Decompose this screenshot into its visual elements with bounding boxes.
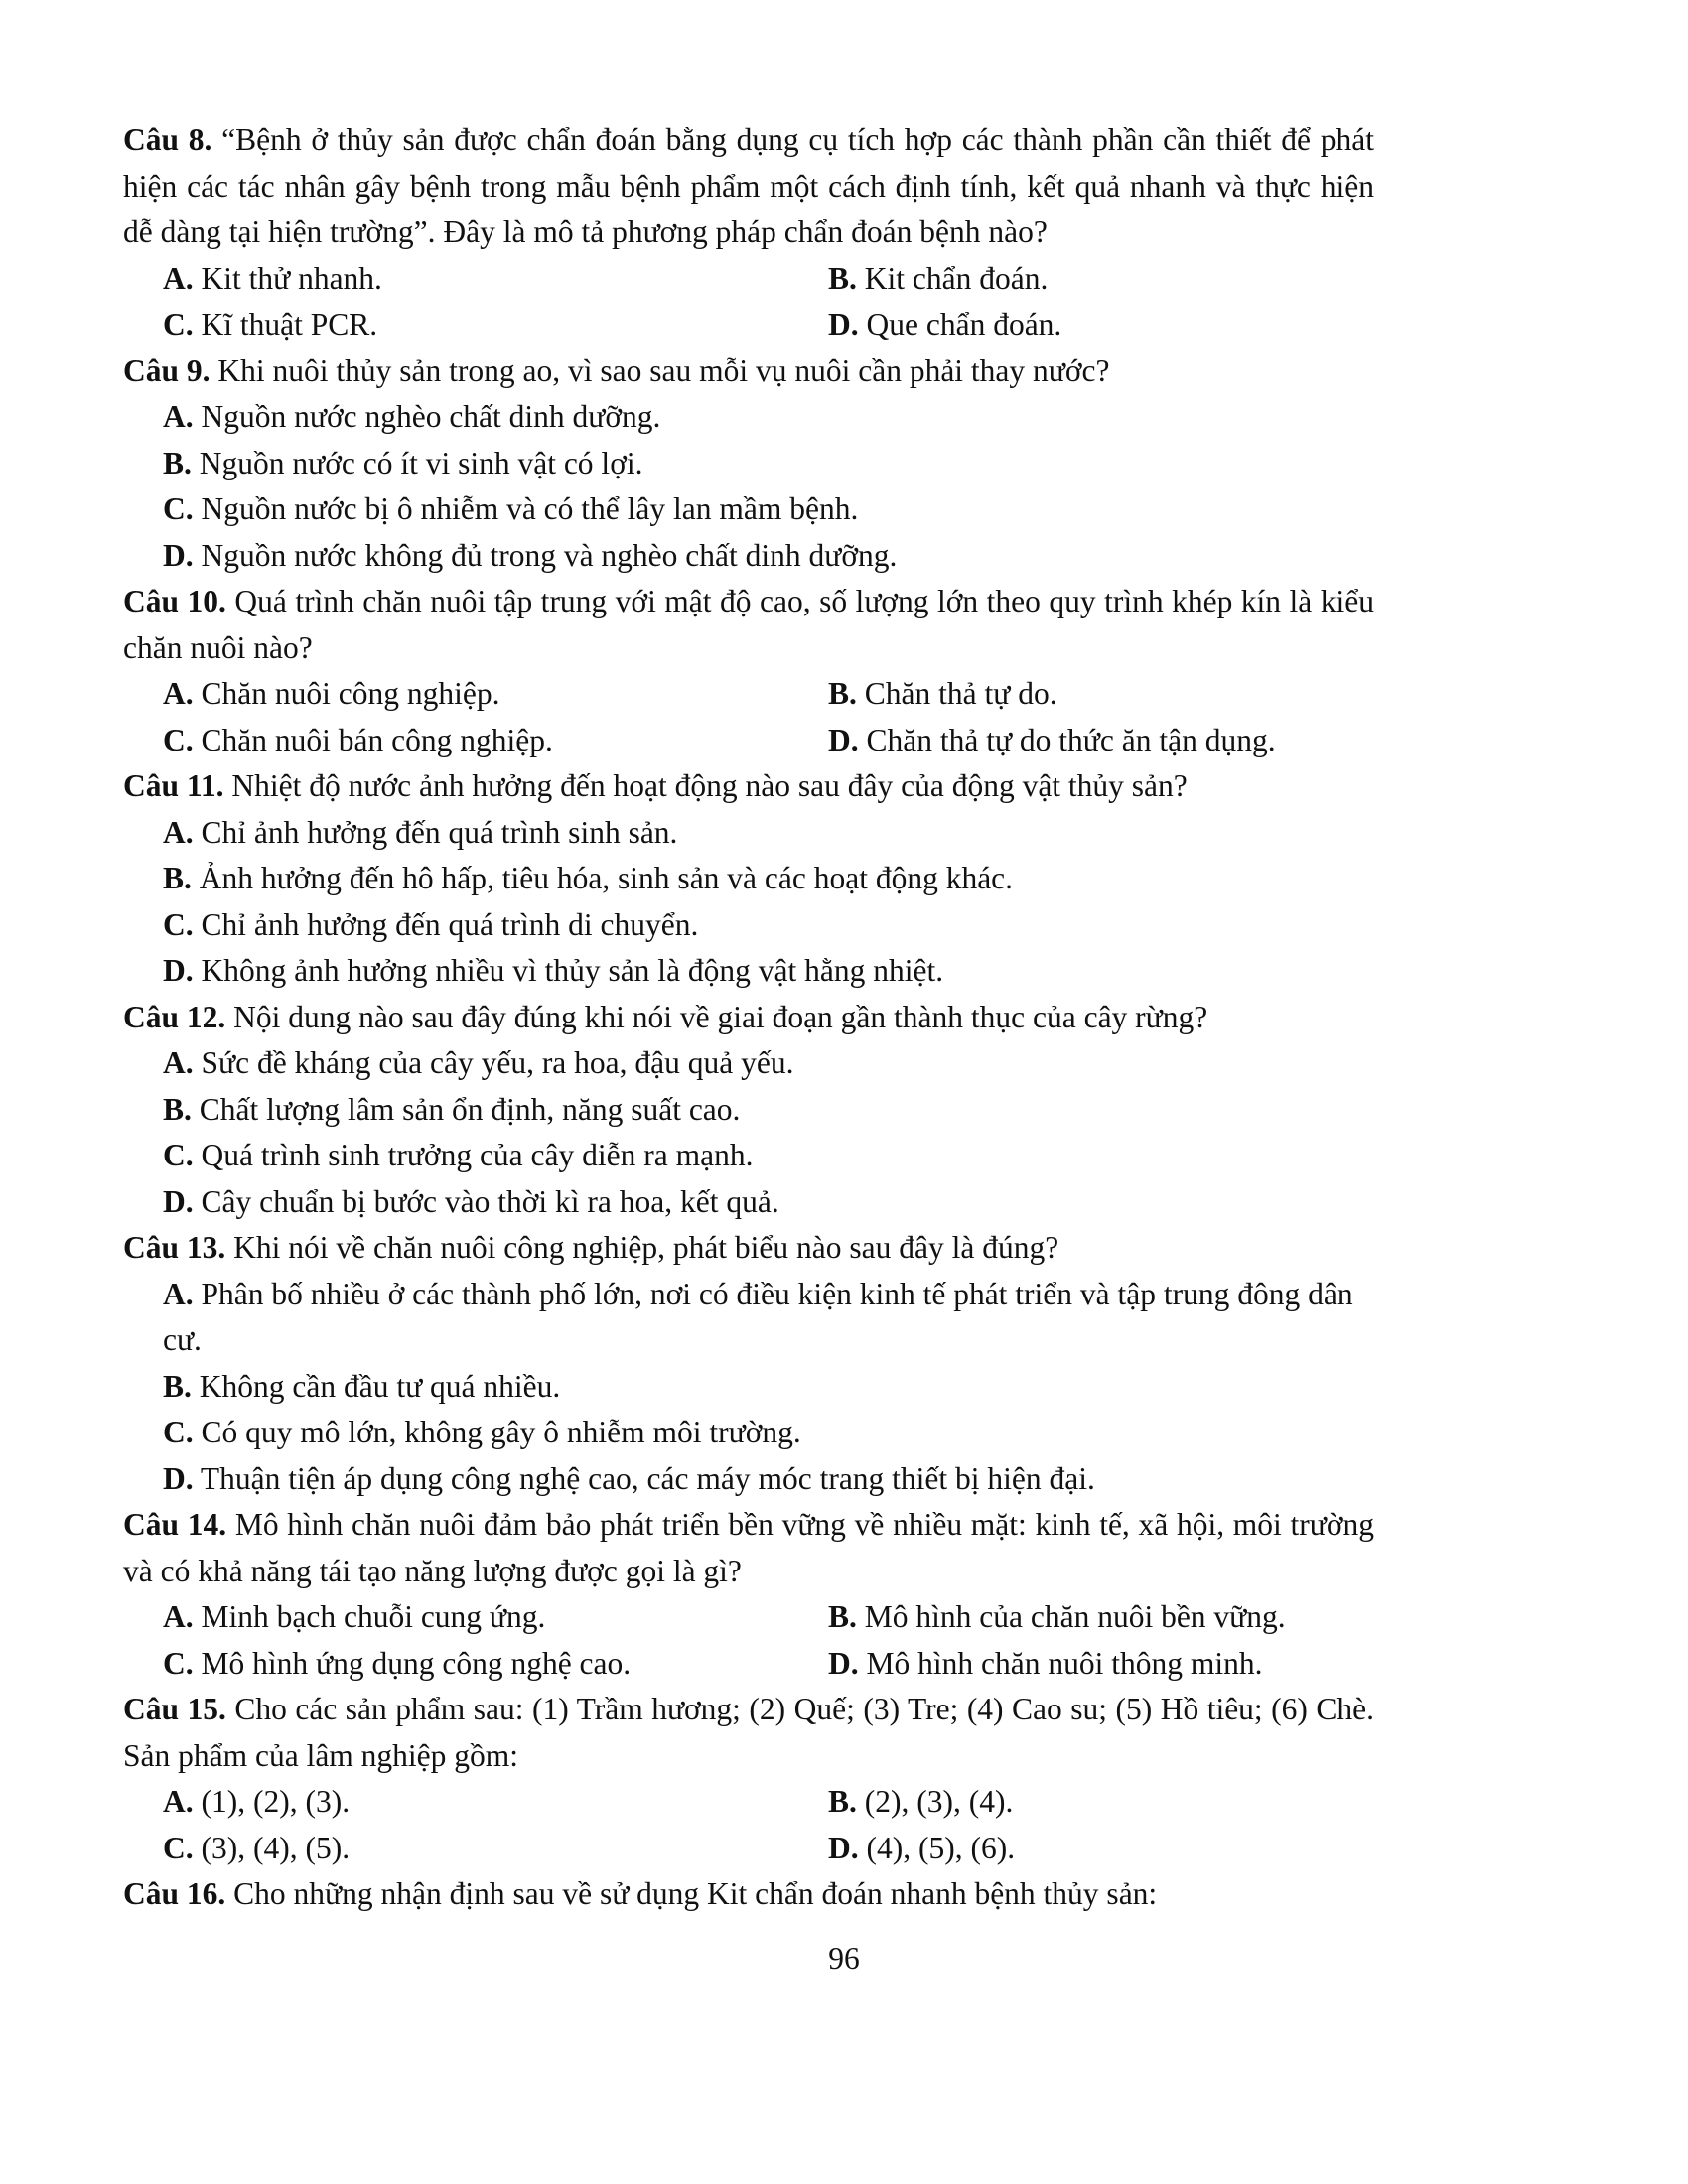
- answer-option: [828, 1594, 1414, 1641]
- option-text: Mô hình chăn nuôi thông minh.: [858, 1645, 1263, 1681]
- answer-option: [163, 856, 1374, 902]
- question-block: [123, 1225, 1374, 1502]
- question-stem: Nhiệt độ nước ảnh hưởng đến hoạt động nào sau đây của động vật thủy sản?: [223, 768, 1188, 803]
- option-text: Que chẩn đoán.: [858, 307, 1062, 341]
- question-text: [123, 763, 1374, 810]
- question-stem: Khi nuôi thủy sản trong ao, vì sao sau mỗi vụ nuôi cần phải thay nước?: [210, 352, 1110, 388]
- option-key: C.: [163, 1415, 194, 1449]
- option-text: Nguồn nước bị ô nhiễm và có thể lây lan mầm bệnh.: [193, 491, 859, 526]
- answer-option: [828, 256, 1414, 303]
- answer-option: [163, 1133, 1374, 1179]
- option-key: C.: [163, 307, 194, 341]
- question-stem: “Bệnh ở thủy sản được chẩn đoán bằng dụng cụ tích hợp các thành phần cần thiết để phát hiện các tác nhân gây bệnh trong mẫu bệnh phẩm một cách định tính, kết quả nhanh và thực hiện dễ dàng tại hiện trường”. Đây là mô tả phương pháp chẩn đoán bệnh nào?: [123, 122, 1374, 249]
- question-block: [123, 1687, 1374, 1871]
- question-label: Câu 8.: [123, 122, 212, 157]
- option-key: B.: [163, 1368, 192, 1404]
- question-block: [123, 1502, 1374, 1687]
- answer-option: [828, 671, 1414, 718]
- answer-option: [163, 718, 828, 764]
- option-key: A.: [163, 814, 194, 850]
- question-stem: Cho các sản phẩm sau: (1) Trầm hương; (2) Quế; (3) Tre; (4) Cao su; (5) Hồ tiêu; (6) Chè. Sản phẩm của lâm nghiệp gồm:: [123, 1692, 1374, 1773]
- option-text: Phân bố nhiều ở các thành phố lớn, nơi có điều kiện kinh tế phát triển và tập trung đông dân cư.: [163, 1276, 1353, 1357]
- answer-option: [163, 302, 828, 348]
- option-key: A.: [163, 676, 194, 711]
- option-key: B.: [163, 445, 192, 480]
- question-text: [123, 348, 1374, 395]
- question-label: Câu 13.: [123, 1230, 226, 1265]
- option-key: D.: [828, 1830, 859, 1865]
- answer-options: [123, 394, 1374, 579]
- answer-option: [163, 486, 1374, 533]
- question-label: Câu 14.: [123, 1507, 227, 1542]
- answer-option: [163, 256, 828, 303]
- question-label: Câu 15.: [123, 1692, 226, 1726]
- answer-option: [163, 671, 828, 718]
- option-key: D.: [828, 722, 859, 757]
- option-text: Ảnh hưởng đến hô hấp, tiêu hóa, sinh sản và các hoạt động khác.: [191, 861, 1014, 895]
- answer-option: [828, 1641, 1414, 1688]
- option-text: Chỉ ảnh hưởng đến quá trình di chuyển.: [193, 906, 699, 942]
- option-text: (3), (4), (5).: [193, 1830, 351, 1865]
- question-block: [123, 579, 1374, 763]
- answer-options: [123, 1779, 1374, 1871]
- option-text: Mô hình của chăn nuôi bền vững.: [856, 1599, 1286, 1634]
- answer-option: [163, 902, 1374, 949]
- option-text: Nguồn nước nghèo chất dinh dưỡng.: [193, 399, 661, 434]
- option-text: Chăn nuôi bán công nghiệp.: [193, 722, 553, 757]
- option-text: (1), (2), (3).: [193, 1784, 351, 1819]
- option-text: Kĩ thuật PCR.: [193, 307, 378, 341]
- option-text: Có quy mô lớn, không gây ô nhiễm môi trường.: [193, 1415, 801, 1449]
- option-text: Chăn nuôi công nghiệp.: [193, 676, 500, 711]
- question-text: [123, 995, 1374, 1041]
- option-key: A.: [163, 1045, 194, 1080]
- option-key: C.: [163, 1645, 194, 1681]
- option-text: Kit chẩn đoán.: [856, 260, 1049, 296]
- answer-option: [163, 394, 1374, 441]
- answer-option: [163, 1364, 1374, 1411]
- question-stem: Cho những nhận định sau về sử dụng Kit chẩn đoán nhanh bệnh thủy sản:: [225, 1876, 1158, 1911]
- option-key: C.: [163, 722, 194, 757]
- answer-options: [123, 1040, 1374, 1225]
- question-label: Câu 12.: [123, 999, 226, 1034]
- option-text: Chất lượng lâm sản ổn định, năng suất cao.: [191, 1091, 741, 1127]
- question-block: [123, 995, 1374, 1226]
- answer-options: [123, 256, 1374, 348]
- option-key: D.: [163, 1183, 194, 1219]
- option-key: B.: [828, 676, 857, 711]
- page-number: 96: [828, 1941, 860, 1976]
- answer-option: [163, 1087, 1374, 1134]
- option-key: D.: [163, 953, 194, 988]
- answer-option: [828, 1826, 1414, 1872]
- option-key: D.: [828, 307, 859, 341]
- question-block: [123, 1871, 1374, 1918]
- answer-options: [123, 810, 1374, 995]
- question-block: [123, 348, 1374, 580]
- question-text: [123, 1687, 1374, 1779]
- answer-option: [163, 533, 1374, 580]
- option-key: B.: [828, 260, 857, 296]
- answer-option: [163, 1456, 1374, 1503]
- answer-option: [828, 1779, 1414, 1826]
- option-key: C.: [163, 1138, 194, 1172]
- option-text: Cây chuẩn bị bước vào thời kì ra hoa, kết quả.: [193, 1183, 779, 1219]
- option-text: (4), (5), (6).: [858, 1830, 1016, 1865]
- option-key: A.: [163, 1599, 194, 1634]
- question-stem: Khi nói về chăn nuôi công nghiệp, phát biểu nào sau đây là đúng?: [225, 1230, 1059, 1265]
- answer-option: [163, 441, 1374, 487]
- option-text: Thuận tiện áp dụng công nghệ cao, các máy móc trang thiết bị hiện đại.: [193, 1460, 1095, 1496]
- option-text: Sức đề kháng của cây yếu, ra hoa, đậu quả yếu.: [193, 1045, 794, 1080]
- answer-option: [163, 1826, 828, 1872]
- answer-options: [123, 671, 1374, 763]
- option-text: Quá trình sinh trưởng của cây diễn ra mạnh.: [193, 1138, 754, 1172]
- option-key: A.: [163, 1276, 194, 1311]
- option-key: B.: [163, 1091, 192, 1127]
- question-text: [123, 117, 1374, 256]
- option-key: A.: [163, 260, 194, 296]
- option-key: A.: [163, 399, 194, 434]
- option-text: Không ảnh hưởng nhiều vì thủy sản là động vật hằng nhiệt.: [193, 953, 944, 988]
- option-text: Mô hình ứng dụng công nghệ cao.: [193, 1645, 632, 1681]
- question-text: [123, 1502, 1374, 1594]
- question-label: Câu 9.: [123, 352, 211, 388]
- answer-option: [828, 718, 1414, 764]
- option-text: Nguồn nước có ít vi sinh vật có lợi.: [191, 445, 643, 480]
- answer-option: [163, 1179, 1374, 1226]
- option-text: Chăn thả tự do thức ăn tận dụng.: [858, 722, 1276, 757]
- document-page: [123, 117, 1374, 1918]
- option-key: C.: [163, 906, 194, 942]
- answer-option: [163, 1410, 1374, 1456]
- option-text: (2), (3), (4).: [856, 1784, 1014, 1819]
- question-stem: Mô hình chăn nuôi đảm bảo phát triển bền vững về nhiều mặt: kinh tế, xã hội, môi trường và có khả năng tái tạo năng lượng được gọi là gì?: [123, 1507, 1374, 1588]
- option-text: Không cần đầu tư quá nhiều.: [191, 1368, 561, 1404]
- option-key: D.: [163, 1460, 194, 1496]
- option-text: Chỉ ảnh hưởng đến quá trình sinh sản.: [193, 814, 678, 850]
- option-key: C.: [163, 491, 194, 526]
- option-key: D.: [163, 537, 194, 573]
- option-key: C.: [163, 1830, 194, 1865]
- option-key: B.: [163, 861, 192, 895]
- answer-option: [163, 1040, 1374, 1087]
- option-text: Nguồn nước không đủ trong và nghèo chất dinh dưỡng.: [193, 537, 898, 573]
- option-text: Kit thử nhanh.: [193, 260, 382, 296]
- answer-option: [828, 302, 1414, 348]
- option-text: Minh bạch chuỗi cung ứng.: [193, 1599, 546, 1634]
- question-block: [123, 117, 1374, 348]
- answer-option: [163, 1779, 828, 1826]
- answer-option: [163, 1641, 828, 1688]
- question-label: Câu 11.: [123, 768, 224, 803]
- option-key: D.: [828, 1645, 859, 1681]
- answer-options: [123, 1594, 1374, 1687]
- question-text: [123, 1225, 1374, 1272]
- answer-options: [123, 1272, 1374, 1503]
- question-text: [123, 579, 1374, 671]
- answer-option: [163, 948, 1374, 995]
- option-key: B.: [828, 1599, 857, 1634]
- option-text: Chăn thả tự do.: [856, 676, 1057, 711]
- option-key: A.: [163, 1784, 194, 1819]
- question-label: Câu 16.: [123, 1876, 226, 1911]
- answer-option: [163, 1272, 1374, 1364]
- answer-option: [163, 810, 1374, 857]
- question-text: [123, 1871, 1374, 1918]
- answer-option: [163, 1594, 828, 1641]
- question-label: Câu 10.: [123, 584, 226, 618]
- question-stem: Quá trình chăn nuôi tập trung với mật độ cao, số lượng lớn theo quy trình khép kín là kiểu chăn nuôi nào?: [123, 584, 1374, 665]
- question-block: [123, 763, 1374, 995]
- option-key: B.: [828, 1784, 857, 1819]
- question-stem: Nội dung nào sau đây đúng khi nói về giai đoạn gần thành thục của cây rừng?: [225, 999, 1208, 1034]
